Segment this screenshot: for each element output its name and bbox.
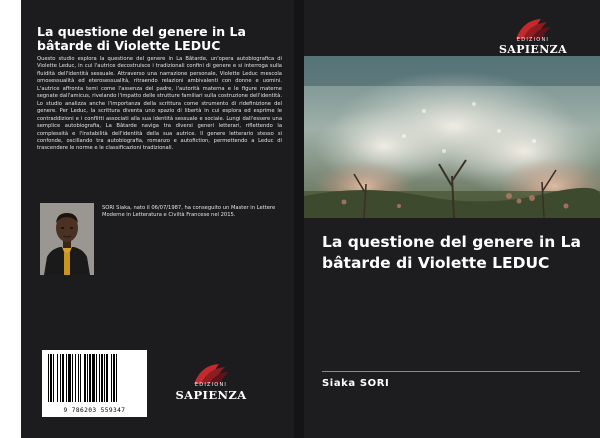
publisher-name: SAPIENZA: [175, 388, 247, 402]
book-spine: [294, 0, 304, 438]
publisher-name: SAPIENZA: [498, 43, 568, 56]
front-cover: [304, 0, 600, 438]
publisher-label: EDIZIONI: [516, 37, 550, 43]
publisher-logo: [171, 363, 251, 402]
book-description: Questo studio esplora la questione del genere in La Bâtarde, un'opera autobiografica di Violette Leduc, in cui l'autrice decostruisce i tradizionali confini di genere e si interroga sulla fluidità dell'identità sessuale. Attraverso una narrazione personale, Violette Leduc mescola omosessualità ed eterosessualità, ritraendo relazioni ambivalenti con donne e uomini. L'autrice affronta temi come l'assenza del padre, l'autorità materna e le figure materne segnate dall'amicus, rivelando l'impatto delle strutture familiari sulla costruzione dell'identità. Lo studio analizza anche l'importanza della scrittura come strumento di ridefinizione del genere. Per Leduc, la scrittura diventa uno spazio di libertà in cui esplora ed esprime le contraddizioni e i conflitti associati alla sua identità sessuale e sociale. Lungi dall'essere una semplice autobiografia, La Bâtarde naviga tra diversi generi letterari, riflettendo la complessità e l'instabilità dell'identità della sua autrice. Il genere letterario stesso si confonde, oscillando tra autobiografia, romanzo e autofiction, permettendo a Leduc di trascendere le norme e le classificazioni tradizionali.: [37, 56, 282, 152]
author-photo: [40, 203, 94, 275]
author-name: Siaka SORI: [322, 378, 390, 389]
cover-image-blossoming-trees: [304, 56, 600, 218]
publisher-logo: [492, 18, 574, 56]
publisher-label: EDIZIONI: [194, 382, 228, 388]
barcode-digits: 9 786203 559347: [63, 407, 126, 414]
front-cover-title: La questione del genere in La bâtarde di Violette LEDUC: [322, 233, 582, 272]
divider: [322, 371, 580, 372]
back-cover-title: La questione del genere in La bâtarde di Violette LEDUC: [37, 24, 246, 53]
isbn-barcode: [42, 350, 147, 417]
back-cover: [21, 0, 294, 438]
author-bio: SORI Siaka, nato il 06/07/1987, ha conseguito un Master in Lettere Moderne in Letteratura e Civiltà Francese nel 2015.: [102, 205, 276, 219]
